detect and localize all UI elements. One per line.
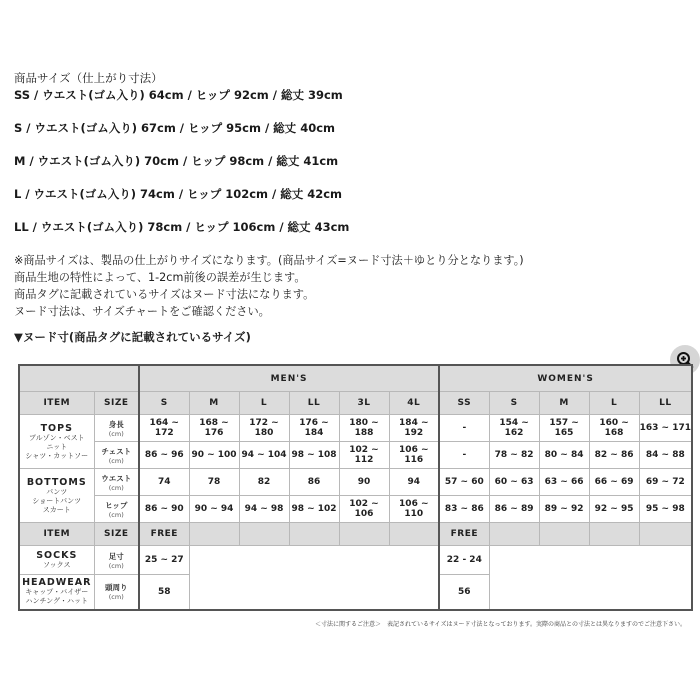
cell: 92 ~ 95: [589, 496, 639, 523]
mens-header: MEN'S: [139, 365, 439, 392]
group-header-row: [19, 365, 692, 392]
size-col-header: SIZE: [94, 392, 139, 415]
size-unit: (cm): [108, 483, 124, 492]
cell: 86 ~ 89: [489, 496, 539, 523]
table-row-tops-height: [19, 415, 692, 442]
cell: 168 ~ 176: [189, 415, 239, 442]
size-col-header: SIZE: [94, 523, 139, 546]
cell: 98 ~ 102: [289, 496, 339, 523]
table-row-bottoms-waist: [19, 469, 692, 496]
empty-header-cell: [289, 523, 339, 546]
table-row-socks: [19, 546, 692, 575]
cell: 94 ~ 98: [239, 496, 289, 523]
size-label-waist: [94, 469, 139, 496]
cell: 84 ~ 88: [639, 442, 692, 469]
cell: 102 ~ 112: [339, 442, 389, 469]
table-row-bottoms-hip: [19, 496, 692, 523]
men-size-header: S: [139, 392, 189, 415]
size-label-foot: [94, 546, 139, 575]
cell: 106 ~ 116: [389, 442, 439, 469]
spec-title: 商品サイズ（仕上がり寸法）: [14, 71, 163, 85]
empty-header-cell: [239, 523, 289, 546]
size-label: ヒップ: [105, 500, 128, 510]
cell: 83 ~ 86: [439, 496, 489, 523]
spec-line-s: S / ウエスト(ゴム入り) 67cm / ヒップ 95cm / 総丈 40cm: [14, 121, 335, 135]
cell: 164 ~ 172: [139, 415, 189, 442]
spec-line-ss: SS / ウエスト(ゴム入り) 64cm / ヒップ 92cm / 総丈 39cm: [14, 88, 343, 102]
women-size-header: M: [539, 392, 589, 415]
cell: 74: [139, 469, 189, 496]
cell: 66 ~ 69: [589, 469, 639, 496]
footnote: ＜寸法に関するご注意＞ 表記されているサイズはヌード寸法となっております。実際の商品との寸法とは異なりますのでご注意下さい。: [314, 621, 686, 628]
size-unit: (cm): [108, 456, 124, 465]
blank-header-cell: [19, 365, 139, 392]
note-line: 商品生地の特性によって、1-2cm前後の誤差が生じます。: [14, 271, 306, 284]
item-sub: ブルゾン・ベスト: [28, 433, 85, 442]
cell: 89 ~ 92: [539, 496, 589, 523]
cell: 78 ~ 82: [489, 442, 539, 469]
cell: -: [439, 442, 489, 469]
item-name: HEADWEAR: [22, 577, 92, 589]
cell: 94 ~ 104: [239, 442, 289, 469]
cell: 69 ~ 72: [639, 469, 692, 496]
note-line: 商品タグに記載されているサイズはヌード寸法になります。: [14, 288, 315, 301]
size-chart-table: [18, 364, 693, 611]
cell: 94: [389, 469, 439, 496]
women-free-header: FREE: [439, 523, 489, 546]
empty-header-cell: [339, 523, 389, 546]
item-sub: シャツ・カットソー: [25, 451, 89, 460]
note-line: ※商品サイズは、製品の仕上がりサイズになります。(商品サイズ=ヌード寸法＋ゆとり分となります。): [14, 254, 524, 267]
cell: 60 ~ 63: [489, 469, 539, 496]
size-unit: (cm): [108, 510, 124, 519]
women-size-header: S: [489, 392, 539, 415]
empty-area: [189, 546, 439, 610]
size-unit: (cm): [108, 593, 124, 602]
men-size-header: LL: [289, 392, 339, 415]
item-name: TOPS: [40, 422, 73, 434]
cell: 22 - 24: [439, 546, 489, 575]
item-col-header: ITEM: [19, 523, 94, 546]
cell: 154 ~ 162: [489, 415, 539, 442]
cell: 90: [339, 469, 389, 496]
women-size-header: LL: [639, 392, 692, 415]
cell: 82: [239, 469, 289, 496]
item-sub: パンツ: [46, 487, 68, 496]
cell: 106 ~ 110: [389, 496, 439, 523]
men-size-header: 3L: [339, 392, 389, 415]
cell: 57 ~ 60: [439, 469, 489, 496]
item-sub: キャップ・バイザー: [25, 588, 89, 597]
size-label: チェスト: [101, 446, 132, 456]
item-sub: ニット: [46, 442, 68, 451]
cell: 180 ~ 188: [339, 415, 389, 442]
cell: 90 ~ 100: [189, 442, 239, 469]
cell: 184 ~ 192: [389, 415, 439, 442]
cell: 176 ~ 184: [289, 415, 339, 442]
women-size-header: SS: [439, 392, 489, 415]
free-header-row: [19, 523, 692, 546]
empty-header-cell: [589, 523, 639, 546]
size-header-row: [19, 392, 692, 415]
size-notes: [14, 252, 694, 320]
item-col-header: ITEM: [19, 392, 94, 415]
empty-header-cell: [639, 523, 692, 546]
item-headwear: [19, 575, 94, 610]
item-sub: スカート: [42, 505, 71, 514]
cell: 160 ~ 168: [589, 415, 639, 442]
product-size-spec: [14, 70, 614, 236]
empty-area: [489, 546, 692, 610]
cell: 157 ~ 165: [539, 415, 589, 442]
cell: 56: [439, 575, 489, 610]
spec-line-ll: LL / ウエスト(ゴム入り) 78cm / ヒップ 106cm / 総丈 43cm: [14, 220, 350, 234]
cell: 90 ~ 94: [189, 496, 239, 523]
empty-header-cell: [189, 523, 239, 546]
empty-header-cell: [389, 523, 439, 546]
cell: 95 ~ 98: [639, 496, 692, 523]
note-line: ヌード寸法は、サイズチャートをご確認ください。: [14, 305, 270, 318]
item-sub: ハンチング・ハット: [25, 597, 88, 606]
empty-header-cell: [489, 523, 539, 546]
spec-line-l: L / ウエスト(ゴム入り) 74cm / ヒップ 102cm / 総丈 42cm: [14, 187, 343, 201]
size-unit: (cm): [108, 561, 124, 570]
item-tops: [19, 415, 94, 469]
cell: 80 ~ 84: [539, 442, 589, 469]
item-bottoms: [19, 469, 94, 523]
cell: 172 ~ 180: [239, 415, 289, 442]
size-label-head: [94, 575, 139, 610]
empty-header-cell: [539, 523, 589, 546]
item-name: SOCKS: [36, 550, 78, 561]
cell: 102 ~ 106: [339, 496, 389, 523]
item-socks: [19, 546, 94, 575]
cell: -: [439, 415, 489, 442]
item-sub: ソックス: [42, 561, 71, 569]
size-unit: (cm): [108, 429, 124, 438]
men-free-header: FREE: [139, 523, 189, 546]
men-size-header: 4L: [389, 392, 439, 415]
cell: 82 ~ 86: [589, 442, 639, 469]
cell: 58: [139, 575, 189, 610]
spec-line-m: M / ウエスト(ゴム入り) 70cm / ヒップ 98cm / 総丈 41cm: [14, 154, 339, 168]
size-label-hip: [94, 496, 139, 523]
men-size-header: L: [239, 392, 289, 415]
size-label-height: [94, 415, 139, 442]
size-label: ウエスト: [101, 473, 132, 483]
nude-size-section-title: ▼ヌード寸(商品タグに記載されているサイズ): [14, 330, 251, 344]
cell: 78: [189, 469, 239, 496]
item-sub: ショートパンツ: [32, 496, 82, 505]
cell: 86 ~ 96: [139, 442, 189, 469]
table-row-tops-chest: [19, 442, 692, 469]
women-size-header: L: [589, 392, 639, 415]
womens-header: WOMEN'S: [439, 365, 692, 392]
size-label-chest: [94, 442, 139, 469]
cell: 63 ~ 66: [539, 469, 589, 496]
size-label: 身長: [108, 419, 124, 429]
cell: 98 ~ 108: [289, 442, 339, 469]
cell: 25 ~ 27: [139, 546, 189, 575]
cell: 163 ~ 171: [639, 415, 692, 442]
item-name: BOTTOMS: [26, 476, 87, 488]
size-label: 足寸: [108, 551, 124, 561]
cell: 86 ~ 90: [139, 496, 189, 523]
men-size-header: M: [189, 392, 239, 415]
size-label: 頭周り: [105, 583, 128, 593]
cell: 86: [289, 469, 339, 496]
